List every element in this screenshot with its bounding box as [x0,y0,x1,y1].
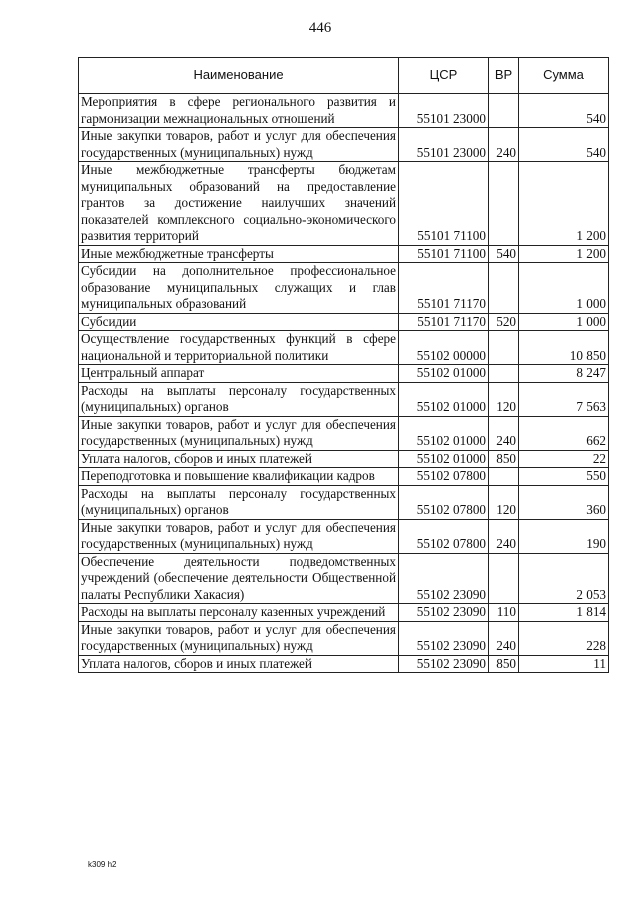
row-name: Иные межбюджетные трансферты [79,245,399,263]
row-csr: 55101 71170 [399,263,489,314]
row-name: Иные закупки товаров, работ и услуг для обеспечения государственных (муниципальных) нужд [79,128,399,162]
row-vr: 850 [489,450,519,468]
row-name: Осуществление государственных функций в сфере национальной и территориальной политики [79,331,399,365]
row-csr: 55102 01000 [399,450,489,468]
row-sum: 228 [519,621,609,655]
row-name: Субсидии [79,313,399,331]
row-csr: 55102 01000 [399,382,489,416]
row-sum: 1 000 [519,263,609,314]
header-name: Наименование [79,58,399,94]
row-vr [489,365,519,383]
row-vr [489,553,519,604]
row-sum: 7 563 [519,382,609,416]
row-name: Субсидии на дополнительное профессиональное образование муниципальных служащих и глав муниципальных образований [79,263,399,314]
row-csr: 55101 71100 [399,245,489,263]
row-csr: 55101 23000 [399,128,489,162]
row-name: Мероприятия в сфере регионального развития и гармонизации межнациональных отношений [79,94,399,128]
row-vr: 850 [489,655,519,673]
row-csr: 55102 01000 [399,416,489,450]
row-name: Центральный аппарат [79,365,399,383]
row-csr: 55102 07800 [399,519,489,553]
row-name: Переподготовка и повышение квалификации кадров [79,468,399,486]
row-vr: 120 [489,485,519,519]
header-csr: ЦСР [399,58,489,94]
row-name: Уплата налогов, сборов и иных платежей [79,450,399,468]
row-vr: 120 [489,382,519,416]
row-vr [489,331,519,365]
page-number: 446 [308,20,332,36]
row-csr: 55101 23000 [399,94,489,128]
row-csr: 55102 23090 [399,553,489,604]
table-row [79,128,609,162]
table-row [79,655,609,673]
row-sum: 540 [519,94,609,128]
row-sum: 22 [519,450,609,468]
row-vr [489,94,519,128]
table-header-row [79,58,609,94]
row-name: Иные межбюджетные трансферты бюджетам муниципальных образований на предоставление грантов за достижение наилучших значений показателей комплексного социально-экономического развития территорий [79,162,399,246]
row-csr: 55102 23090 [399,621,489,655]
footer-document-code: k309 h2 [88,860,117,869]
row-name: Расходы на выплаты персоналу государственных (муниципальных) органов [79,382,399,416]
table-row [79,331,609,365]
row-vr [489,263,519,314]
row-sum: 550 [519,468,609,486]
row-name: Иные закупки товаров, работ и услуг для обеспечения государственных (муниципальных) нужд [79,416,399,450]
row-csr: 55102 00000 [399,331,489,365]
row-name: Уплата налогов, сборов и иных платежей [79,655,399,673]
row-sum: 360 [519,485,609,519]
row-csr: 55102 07800 [399,468,489,486]
table-row [79,485,609,519]
row-vr [489,468,519,486]
table-row [79,245,609,263]
row-sum: 11 [519,655,609,673]
header-vr: ВР [489,58,519,94]
table-row [79,382,609,416]
row-csr: 55102 23090 [399,604,489,622]
row-vr [489,162,519,246]
row-vr: 540 [489,245,519,263]
row-name: Обеспечение деятельности подведомственных учреждений (обеспечение деятельности Общественной палаты Республики Хакасия) [79,553,399,604]
row-name: Расходы на выплаты персоналу казенных учреждений [79,604,399,622]
table-row [79,94,609,128]
table-row [79,263,609,314]
row-vr: 240 [489,416,519,450]
row-csr: 55101 71170 [399,313,489,331]
table-row [79,621,609,655]
row-sum: 190 [519,519,609,553]
table-row [79,604,609,622]
table-row [79,519,609,553]
row-vr: 110 [489,604,519,622]
table-row [79,468,609,486]
row-sum: 662 [519,416,609,450]
row-sum: 8 247 [519,365,609,383]
table-row [79,162,609,246]
table-row [79,416,609,450]
row-name: Иные закупки товаров, работ и услуг для обеспечения государственных (муниципальных) нужд [79,621,399,655]
table-row [79,365,609,383]
row-sum: 1 814 [519,604,609,622]
row-csr: 55101 71100 [399,162,489,246]
row-vr: 240 [489,621,519,655]
row-sum: 2 053 [519,553,609,604]
row-csr: 55102 07800 [399,485,489,519]
row-csr: 55102 23090 [399,655,489,673]
row-name: Иные закупки товаров, работ и услуг для обеспечения государственных (муниципальных) нужд [79,519,399,553]
row-vr: 520 [489,313,519,331]
table-row [79,450,609,468]
row-sum: 1 200 [519,245,609,263]
table-row [79,313,609,331]
table-row [79,553,609,604]
row-vr: 240 [489,519,519,553]
header-sum: Сумма [519,58,609,94]
row-sum: 1 200 [519,162,609,246]
row-csr: 55102 01000 [399,365,489,383]
budget-table [78,57,609,673]
row-vr: 240 [489,128,519,162]
row-name: Расходы на выплаты персоналу государственных (муниципальных) органов [79,485,399,519]
row-sum: 1 000 [519,313,609,331]
row-sum: 10 850 [519,331,609,365]
row-sum: 540 [519,128,609,162]
